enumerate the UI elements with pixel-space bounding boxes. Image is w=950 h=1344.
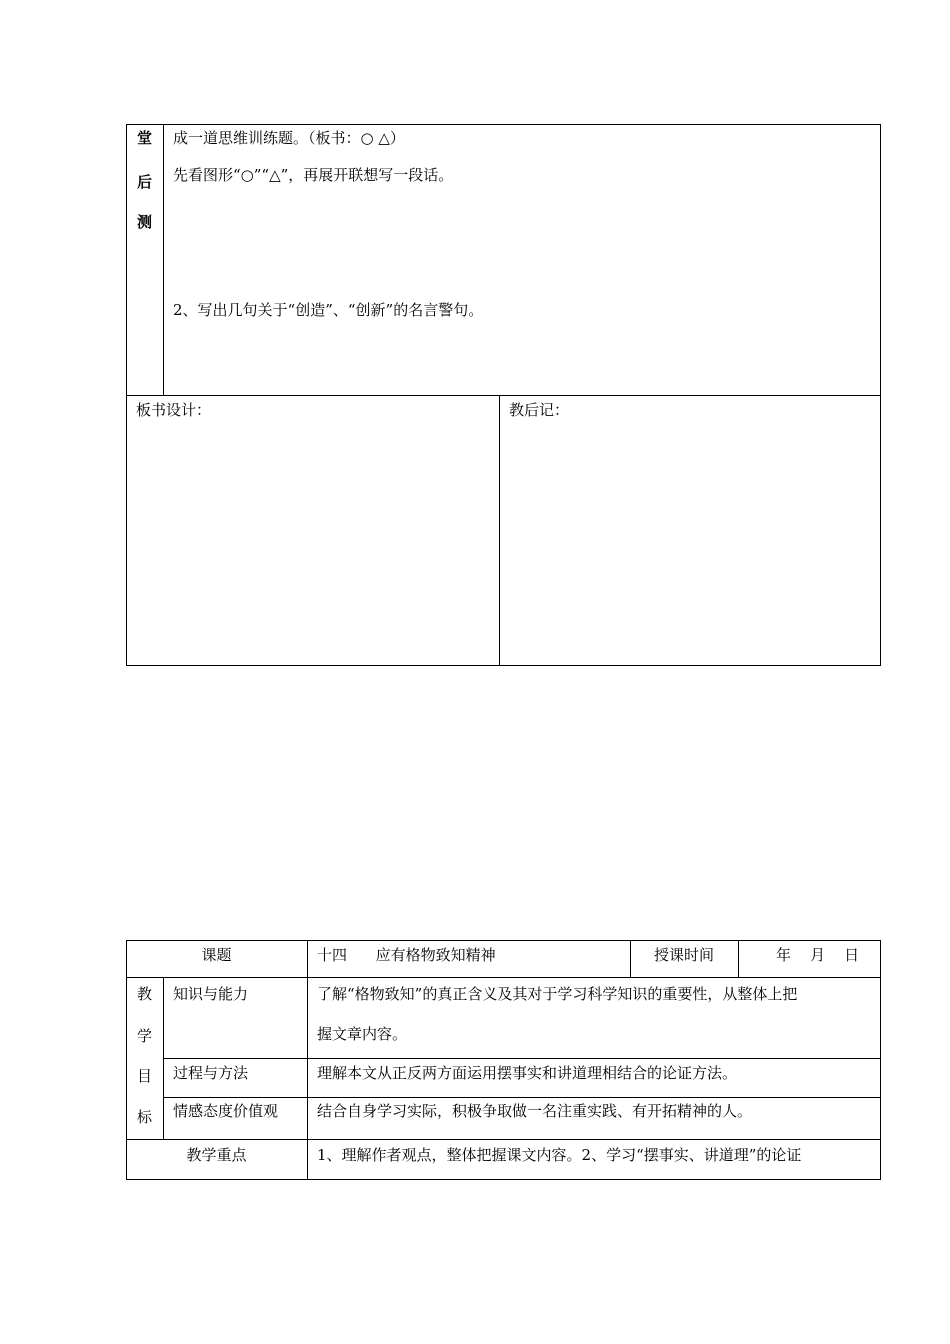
table2-bottom-border xyxy=(126,1179,881,1180)
table2-row4-border xyxy=(126,1139,881,1140)
exercise-line-2: 先看图形“○”“△”，再展开联想写一段话。 xyxy=(173,166,454,184)
table2-left-border xyxy=(126,940,127,1180)
goal-knowledge-label: 知识与能力 xyxy=(173,985,249,1003)
goals-label-char-3: 目 xyxy=(137,1067,153,1085)
table1-bottom-border xyxy=(126,665,881,666)
teaching-notes-label: 教后记： xyxy=(509,401,570,419)
table1-label-divider xyxy=(163,124,164,395)
goal-process-label: 过程与方法 xyxy=(173,1064,249,1082)
table1-right-border xyxy=(880,124,881,666)
board-design-label: 板书设计： xyxy=(136,401,212,419)
topic-label: 课题 xyxy=(201,946,232,964)
goal-attitude-text: 结合自身学习实际，积极争取做一名注重实践、有开拓精神的人。 xyxy=(317,1102,753,1120)
goals-label-char-1: 教 xyxy=(137,985,153,1003)
table2-value-divider xyxy=(307,940,308,1180)
side-label-char-2: 后 xyxy=(137,173,153,191)
table2-right-border xyxy=(880,940,881,1180)
table2-row2-border xyxy=(163,1058,881,1059)
table2-top-border xyxy=(126,940,881,941)
side-label-char-3: 测 xyxy=(137,213,153,231)
goal-knowledge-text-1: 了解“格物致知”的真正含义及其对于学习科学知识的重要性，从整体上把 xyxy=(317,985,798,1003)
time-label: 授课时间 xyxy=(653,946,714,964)
exercise-line-1: 成一道思维训练题。（板书：○ △） xyxy=(173,129,405,147)
key-point-text: 1、理解作者观点，整体把握课文内容。2、学习“摆事实、讲道理”的论证 xyxy=(317,1146,802,1164)
side-label-char-1: 堂 xyxy=(137,129,153,147)
goal-attitude-label: 情感态度价值观 xyxy=(173,1102,279,1120)
key-point-label: 教学重点 xyxy=(186,1146,247,1164)
table2-row3-border xyxy=(163,1097,881,1098)
goal-knowledge-text-2: 握文章内容。 xyxy=(317,1025,408,1043)
goals-label-char-2: 学 xyxy=(137,1027,153,1045)
table1-top-border xyxy=(126,124,881,125)
table1-mid-border xyxy=(126,395,881,396)
goal-process-text: 理解本文从正反两方面运用摆事实和讲道理相结合的论证方法。 xyxy=(317,1064,738,1082)
table2-row1-border xyxy=(126,977,881,978)
table2-goals-divider xyxy=(163,977,164,1140)
table2-time-divider-right xyxy=(738,940,739,978)
table1-bottom-divider xyxy=(499,395,500,666)
date-value: 年 月 日 xyxy=(776,946,860,964)
topic-value: 十四 应有格物致知精神 xyxy=(317,946,496,964)
table1-left-border xyxy=(126,124,127,666)
goals-label-char-4: 标 xyxy=(137,1108,153,1126)
exercise-line-3: 2、写出几句关于“创造”、“创新”的名言警句。 xyxy=(173,301,484,319)
